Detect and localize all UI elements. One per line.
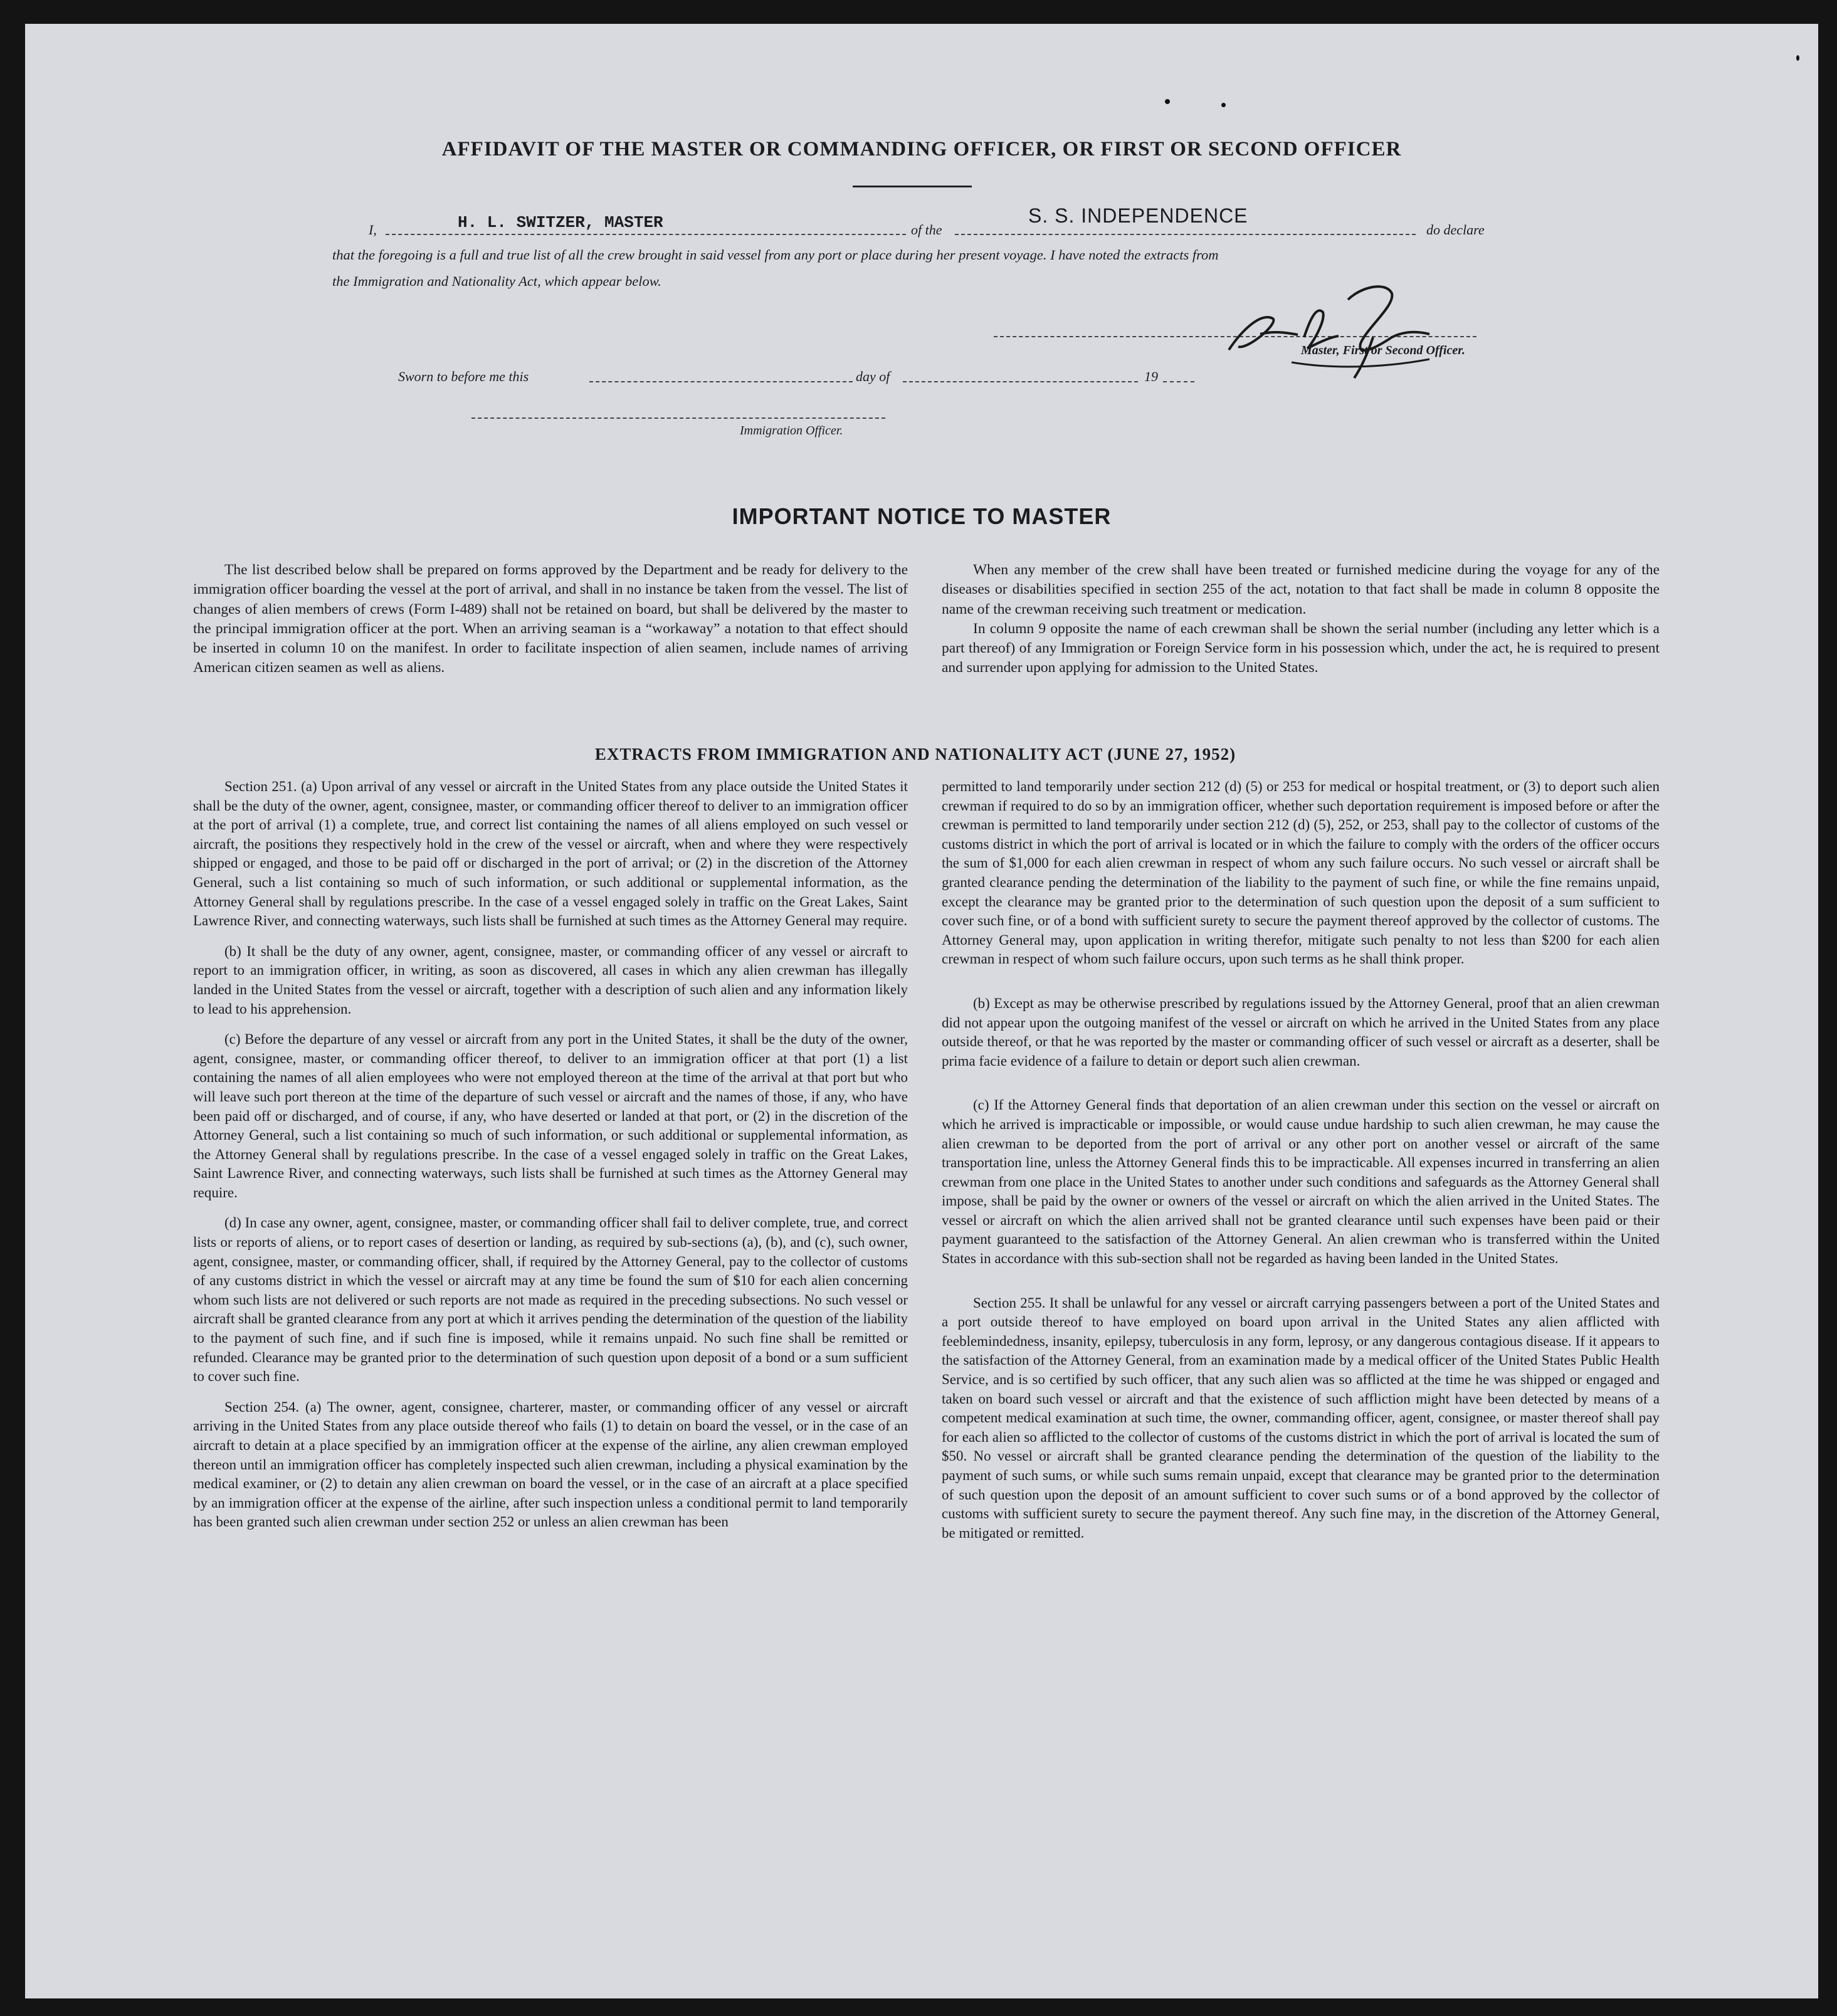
sworn-month-line [903, 381, 1138, 382]
notice-left-paragraph: The list described below shall be prepared on forms approved by the Department and be ready for delivery to the immigration officer boarding the vessel at the port of arrival, and shall in no instance be taken from the vessel. The list of changes of alien members of crews (Form I-489) shall not be retained on board, but shall be delivered by the master to the principal immigration officer at the port. When an arriving seaman is a “workaway” a notation to that effect should be inserted in column 10 on the manifest. In order to facilitate inspection of alien seamen, include names of arriving American citizen seamen as well as aliens. [193, 562, 908, 676]
section-251-d: (d) In case any owner, agent, consignee, master, or commanding officer shall fail to deliver complete, true, and correct lists or reports of aliens, or to report cases of desertion or landing, as required by sub-sections (a), (b), and (c), such owner, agent, consignee, master, or commanding officer, shall, if required by the Attorney General, pay to the collector of customs of any customs district in which the vessel or aircraft may at any time be found the sum of $10 for each alien concerning whom such lists are not delivered or such reports are not made as required in the preceding subsections. No such vessel or aircraft shall be granted clearance from any port at which it arrives pending the determination of the question of the liability to the payment of such fine, and if such fine is imposed, while it remains unpaid. No such fine shall be remitted or refunded. Clearance may be granted prior to the determination of such question upon deposit of a bond or a sum sufficient to cover such fine. [193, 1215, 908, 1385]
section-254-c: (c) If the Attorney General finds that deportation of an alien crewman under this section on the vessel or aircraft on which he arrived is impracticable or impossible, or would cause undue hardship to such alien crewman, he may cause the alien crewman to be deported from the port of arrival or any other port on another vessel or aircraft of the same transportation line, unless the Attorney General finds this to be impracticable. All expenses incurred in transferring an alien crewman from one place in the United States to another under such conditions and safeguards as the Attorney General shall impose, shall be paid by the owner or owners of the vessel or aircraft on which the alien arrived in the United States. The vessel or aircraft on which the alien arrived shall not be granted clearance until such expenses have been paid or their payment guaranteed to the satisfaction of the Attorney General. An alien crewman who is transferred within the United States in accordance with this sub-section shall not be regarded as having been landed in the United States. [942, 1097, 1660, 1267]
extracts-left-column [193, 777, 908, 1543]
year-label: 19 [1144, 369, 1158, 384]
section-254-a: Section 254. (a) The owner, agent, consignee, charterer, master, or commanding officer of any vessel or aircraft arriving in the United States from any place outside thereof who fails (1) to detain on board the vessel, or in the case of an aircraft to detain at a place specified by an immigration officer at the expense of the airline, any alien crewman employed thereon until an immigration officer has completely inspected such alien crewman, including a physical examination by the medical examiner, or (2) to detain any alien crewman on board the vessel, or in the case of an aircraft at a place specified by an immigration officer at the expense of the airline, after such inspection unless a conditional permit to land temporarily has been granted such alien crewman under section 252 or unless an alien crewman has been [193, 1399, 908, 1530]
declaration-line-2: the Immigration and Nationality Act, which appear below. [332, 273, 661, 289]
sworn-label: Sworn to before me this [398, 369, 529, 384]
section-251-a: Section 251. (a) Upon arrival of any vessel or aircraft in the United States from any place outside the United States it shall be the duty of the owner, agent, consignee, master, or commanding officer thereof to deliver to an immigration officer at the port of arrival (1) a complete, true, and correct list containing the names of all aliens employed on such vessel or aircraft, the positions they respectively hold in the crew of the vessel or aircraft, when and where they were respectively shipped or engaged, and those to be paid off or discharged in the port of arrival; or (2) in the discretion of the Attorney General, such a list containing so much of such information, or such additional or supplemental information, as the Attorney General shall by regulations prescribe. In the case of a vessel engaged solely in traffic on the Great Lakes, Saint Lawrence River, and connecting waterways, such lists shall be furnished at such times as the Attorney General may require. [193, 779, 908, 929]
title-rule [853, 186, 972, 187]
notice-title: IMPORTANT NOTICE TO MASTER [732, 503, 1112, 529]
notice-right-paragraph-2: In column 9 opposite the name of each crewman shall be shown the serial number (including any letter which is a part thereof) of any Immigration or Foreign Service form in his possession which, under the act, he is required to present and surrender upon applying for admission to the United States. [942, 620, 1660, 676]
notice-right-column [942, 560, 1660, 690]
handwritten-signature [1204, 275, 1480, 381]
extracts-title: EXTRACTS FROM IMMIGRATION AND NATIONALITY ACT (JUNE 27, 1952) [594, 745, 1236, 764]
sworn-year-line [1163, 381, 1194, 382]
document-page [25, 24, 1818, 1998]
signature-caption: Master, First or Second Officer. [1301, 344, 1465, 357]
i-label: I, [369, 222, 377, 238]
scan-speck [1165, 99, 1170, 104]
scan-speck [1796, 55, 1799, 61]
section-255: Section 255. It shall be unlawful for any vessel or aircraft carrying passengers between a port of the United States and a port outside thereof to have employed on board upon arrival in the United States any alien afflicted with feeblemindedness, insanity, epilepsy, tuberculosis in any form, leprosy, or any dangerous contagious disease. If it appears to the satisfaction of the Attorney General, from an examination made by a medical officer of the United States Public Health Service, and is so certified by such officer, that any such alien was so afflicted at the time he was shipped or engaged and taken on board such vessel or aircraft and that the existence of such affliction might have been detected by means of a competent medical examination at such time, the owner, commanding officer, agent, consignee, or master thereof shall pay for each alien so afflicted to the collector of customs of the customs district in which the port of arrival is located the sum of $50. No vessel or aircraft shall be granted clearance pending the determination of the question of the liability to the payment of such sums, or while such sums remain unpaid, except that clearance may be granted prior to the determination of such question upon the deposit of an amount sufficient to cover such sums or of a bond approved by the collector of customs with sufficient surety to secure the payment thereof. Any such fine may, in the discretion of the Attorney General, be mitigated or remitted. [942, 1294, 1660, 1541]
immigration-officer-label: Immigration Officer. [740, 424, 843, 438]
of-the-label: of the [911, 222, 942, 238]
declaration-line-1: that the foregoing is a full and true list of all the crew brought in said vessel from any port or place during her present voyage. I have noted the extracts from [332, 247, 1219, 263]
sworn-day-line [589, 381, 853, 382]
vessel-name-line [955, 234, 1416, 235]
section-254-b: (b) Except as may be otherwise prescribed by regulations issued by the Attorney General, proof that an alien crewman did not appear upon the outgoing manifest of the vessel or aircraft on which he arrived in the United States from any place outside thereof, or that he was reported by the master or commanding officer of such vessel or aircraft as a deserter, shall be prima facie evidence of a failure to detain or deport such alien crewman. [942, 995, 1660, 1069]
affidavit-title: AFFIDAVIT OF THE MASTER OR COMMANDING OFFICER, OR FIRST OR SECOND OFFICER [441, 138, 1402, 160]
vessel-name-field: S. S. INDEPENDENCE [1028, 204, 1248, 227]
section-254-a-cont: permitted to land temporarily under section 212 (d) (5) or 253 for medical or hospital treatment, or (3) to deport such alien crewman if required to do so by an immigration officer, whether such deportation requirement is imposed before or after the crewman is permitted to land temporarily under section 212 (d) (5), 252, or 253, shall pay to the collector of customs of the customs district in which the port of arrival is located or in which the failure to comply with the orders of the officer occurs the sum of $1,000 for each alien crewman in respect of whom any such failure occurs. No such vessel or aircraft shall be granted clearance pending the determination of the liability to the payment of such fine, or while the fine remains unpaid, except the clearance may be granted prior to the determination of such question upon the deposit of a sum sufficient to cover such fine, or of a bond with sufficient surety to secure the payment thereof approved by the collector of customs. The Attorney General may, upon application in writing therefor, mitigate such penalty to not less than $200 for each alien crewman in respect of whom such failure occurs, upon such terms as he shall think proper. [942, 779, 1660, 967]
scan-speck [1221, 103, 1226, 107]
master-name-line [386, 234, 906, 235]
notice-left-column [193, 560, 908, 690]
immigration-officer-line [471, 417, 885, 419]
do-declare-label: do declare [1426, 222, 1485, 238]
day-of-label: day of [856, 369, 890, 384]
section-251-b: (b) It shall be the duty of any owner, agent, consignee, master, or commanding officer of any vessel or aircraft to report to an immigration officer, in writing, as soon as discovered, all cases in which any alien crewman has illegally landed in the United States from the vessel or aircraft, together with a description of such alien and any information likely to lead to his apprehension. [193, 943, 908, 1017]
notice-right-paragraph-1: When any member of the crew shall have been treated or furnished medicine during the voyage for any of the diseases or disabilities specified in section 255 of the act, notation to that fact shall be made in column 8 opposite the name of the crewman receiving such treatment or medication. [942, 562, 1660, 617]
master-name-field: H. L. SWITZER, MASTER [458, 213, 663, 232]
extracts-right-column [942, 777, 1660, 1554]
section-251-c: (c) Before the departure of any vessel or aircraft from any port in the United States, it shall be the duty of the owner, agent, consignee, master, or commanding officer thereof, to deliver to an immigration officer at that port (1) a list containing the names of all alien employees who were not employed thereon at the time of the arrival at that port but who will leave such port thereon at the time of the departure of such vessel or aircraft and the names of those, if any, who have been paid off or discharged, and of course, if any, who have deserted or landed at that port, or (2) in the discretion of the Attorney General, such a list containing so much of such information, or such additional or supplemental information, as the Attorney General shall by regulations prescribe. In the case of a vessel engaged solely in traffic on the Great Lakes, Saint Lawrence River, and connecting waterways, such lists shall be furnished at such times as the Attorney General may require. [193, 1031, 908, 1200]
